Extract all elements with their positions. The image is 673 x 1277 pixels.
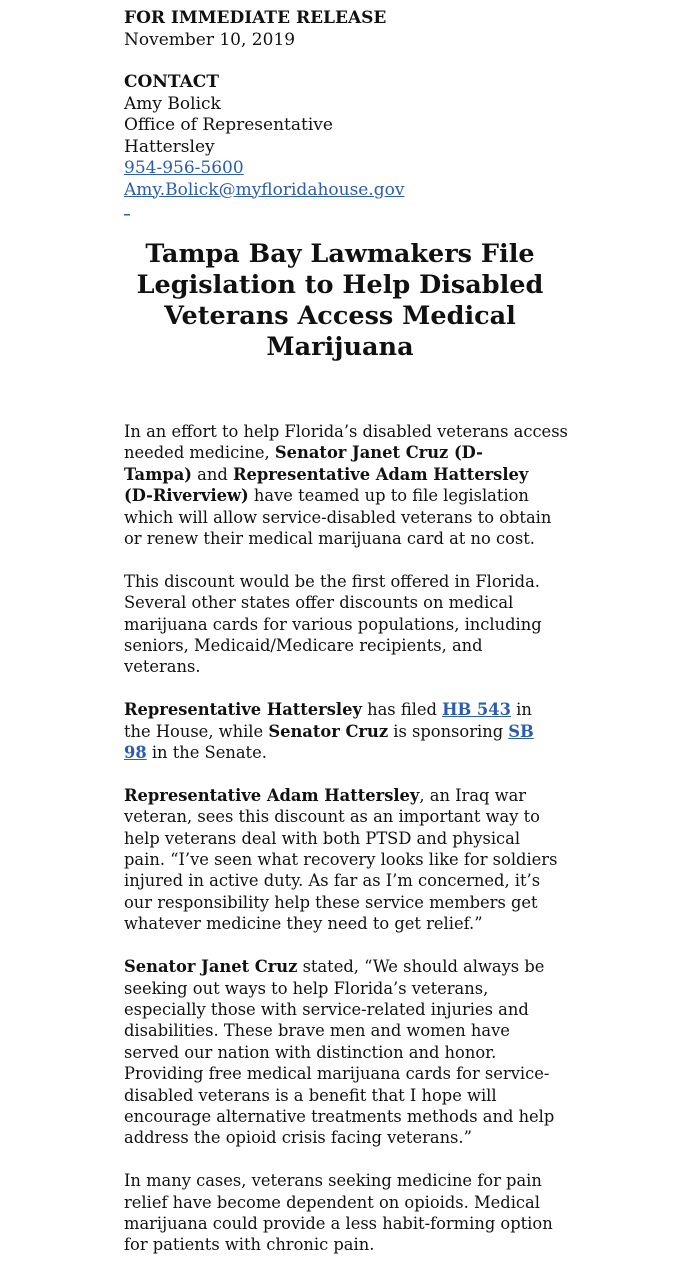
contact-phone-link[interactable]: 954-956-5600	[124, 158, 244, 178]
headline-line-3: Veterans Access Medical	[164, 301, 516, 331]
text-line: injured in active duty. As far as I’m concerned, it’s	[124, 871, 541, 891]
text-line: whatever medicine they need to get relief.”	[124, 914, 483, 934]
text-run: stated, “We should always be	[297, 957, 545, 977]
bold-run: (D-Riverview)	[124, 486, 249, 506]
text-line: In an effort to help Florida’s disabled veterans access	[124, 422, 568, 441]
text-line: relief have become dependent on opioids. Medical	[124, 1192, 540, 1212]
text-line: This discount would be the first offered in Florida.	[124, 571, 540, 591]
text-line: for patients with chronic pain.	[124, 1235, 375, 1255]
contact-name: Amy Bolick	[124, 93, 221, 114]
bold-run: Representative Adam Hattersley	[124, 785, 420, 805]
text-run: the House, while	[124, 721, 269, 741]
text-line: address the opioid crisis facing veterans.”	[124, 1128, 472, 1148]
release-label: FOR IMMEDIATE RELEASE	[124, 8, 387, 28]
text-line	[124, 956, 554, 977]
text-run: needed medicine,	[124, 443, 275, 463]
paragraph-hattersley	[124, 785, 558, 935]
hb-543-link[interactable]: HB 543	[442, 700, 511, 720]
paragraph-intro	[124, 421, 568, 549]
text-line: which will allow service-disabled veterans to obtain	[124, 507, 552, 527]
text-line: our responsibility help these service members get	[124, 892, 538, 912]
text-run: in the Senate.	[146, 743, 267, 763]
bold-run: Senator Cruz	[268, 721, 389, 741]
bold-run: Senator Janet Cruz (D-	[274, 443, 483, 463]
article-body	[124, 421, 568, 1256]
headline-line-2: Legislation to Help Disabled	[136, 270, 544, 300]
paragraph-cruz	[124, 956, 554, 1149]
text-line	[124, 442, 554, 463]
paragraph-opioids	[124, 1170, 554, 1256]
spacer	[124, 51, 554, 72]
text-line	[124, 485, 554, 506]
press-release-page	[124, 8, 568, 1277]
text-run: , an Iraq war	[419, 785, 527, 805]
text-line: or renew their medical marijuana card at no cost.	[124, 529, 535, 549]
text-line: Several other states offer discounts on medical	[124, 593, 514, 613]
sb-98-link-part2[interactable]: 98	[124, 743, 147, 763]
text-line	[124, 464, 554, 485]
bold-run: Senator Janet Cruz	[124, 957, 298, 977]
paragraph-discount	[124, 571, 554, 678]
contact-office-line1: Office of Representative	[124, 115, 333, 135]
text-line: veteran, sees this discount as an important way to	[124, 807, 540, 827]
text-line: seeking out ways to help Florida’s veterans,	[124, 978, 489, 998]
release-date: November 10, 2019	[124, 29, 296, 50]
text-line	[124, 742, 554, 763]
bold-run: Representative Adam Hattersley	[232, 464, 529, 484]
text-line: especially those with service-related injuries and	[124, 999, 529, 1019]
contact-office-line2: Hattersley	[124, 136, 215, 157]
text-run: have teamed up to file legislation	[248, 486, 529, 506]
text-line: Providing free medical marijuana cards for service-	[124, 1064, 550, 1084]
text-line: veterans.	[124, 657, 201, 677]
text-line: served our nation with distinction and honor.	[124, 1042, 497, 1062]
sb-98-link-part1[interactable]: SB	[508, 721, 534, 741]
bold-run: Tampa)	[124, 464, 192, 484]
contact-label: CONTACT	[124, 72, 219, 92]
text-line: encourage alternative treatments methods and help	[124, 1106, 555, 1126]
text-run: has filed	[361, 700, 443, 720]
headline-line-1: Tampa Bay Lawmakers File	[145, 239, 535, 269]
text-line	[124, 785, 554, 806]
text-line: In many cases, veterans seeking medicine for pain	[124, 1171, 542, 1191]
text-line: marijuana could provide a less habit-forming option	[124, 1213, 553, 1233]
text-line: marijuana cards for various populations, including	[124, 614, 542, 634]
headline-line-4: Marijuana	[266, 332, 414, 362]
bold-run: Representative Hattersley	[124, 700, 362, 720]
paragraph-bills	[124, 699, 554, 763]
text-line: pain. “I’ve seen what recovery looks like for soldiers	[124, 850, 558, 870]
stray-underscore-link[interactable]: _	[124, 202, 130, 216]
text-line	[124, 721, 554, 742]
text-run: and	[191, 464, 233, 484]
text-line	[124, 699, 554, 720]
headline	[110, 239, 570, 363]
contact-email-link[interactable]: Amy.Bolick@myfloridahouse.gov	[124, 179, 405, 200]
text-run: is sponsoring	[388, 721, 509, 741]
text-run: in	[510, 700, 532, 720]
text-line: disabled veterans is a benefit that I hope will	[124, 1085, 497, 1105]
text-line: disabilities. These brave men and women have	[124, 1021, 510, 1041]
text-line: seniors, Medicaid/Medicare recipients, and	[124, 636, 483, 656]
text-line: help veterans deal with both PTSD and physical	[124, 828, 521, 848]
